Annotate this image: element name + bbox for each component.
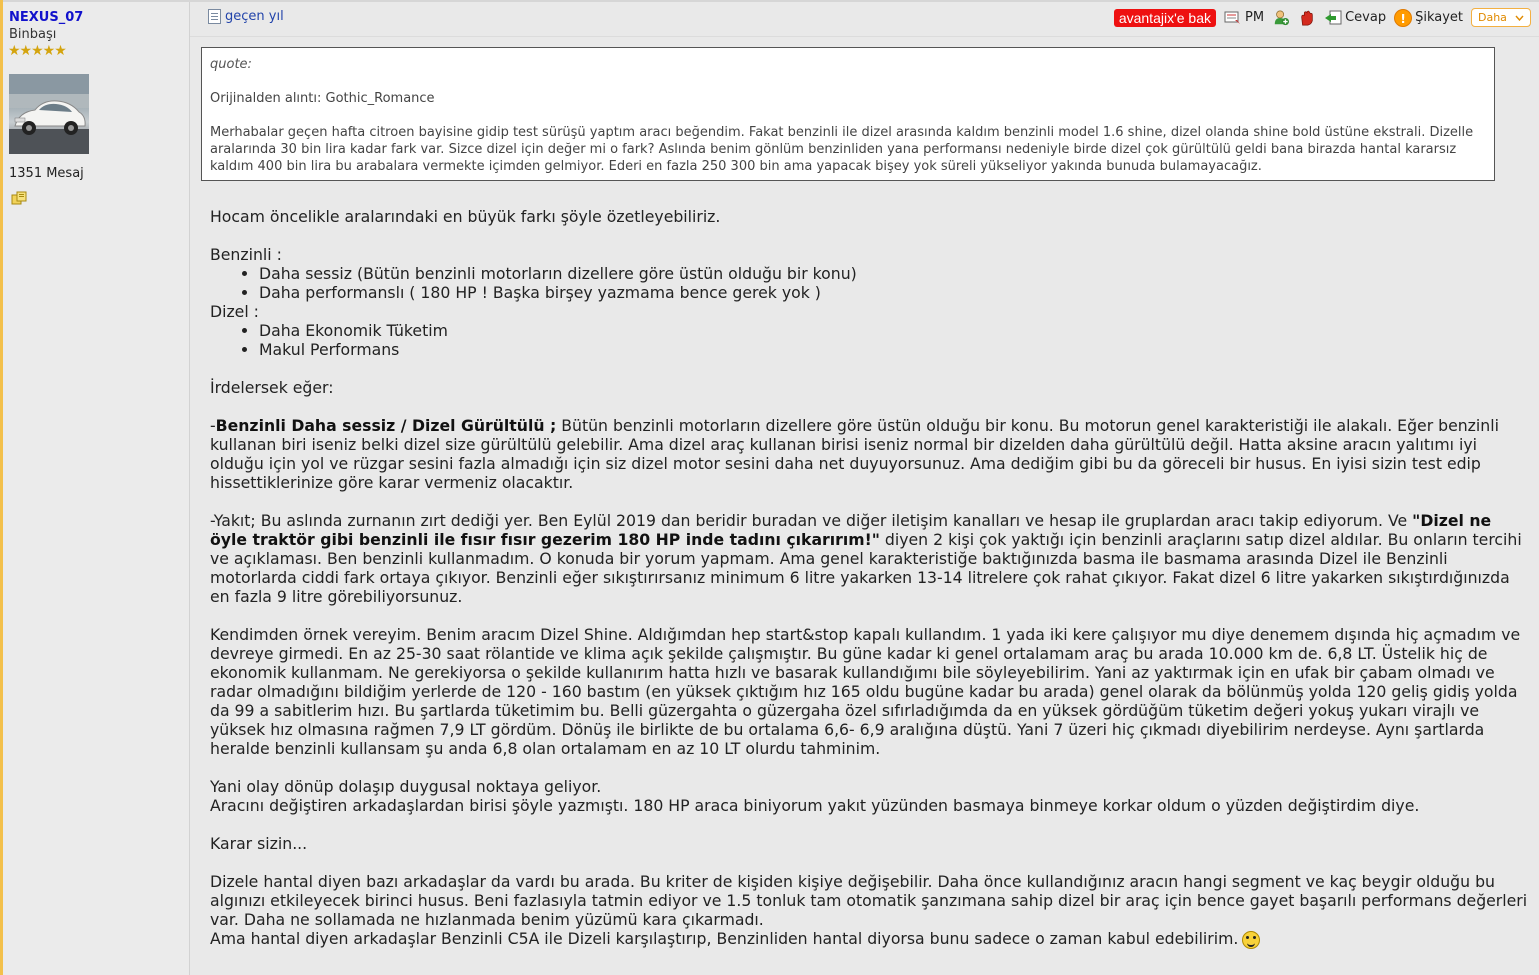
paragraph-bold: "Dizel ne öyle traktör gibi benzinli ile fısır fısır gezerim 180 HP inde tadını çıkarırım!" bbox=[210, 511, 1492, 549]
analysis-heading: İrdelersek eğer: bbox=[210, 378, 334, 397]
smiley-icon bbox=[1242, 931, 1260, 949]
post-date-text[interactable]: geçen yıl bbox=[225, 9, 284, 24]
paragraph-decision: Karar sizin... bbox=[210, 834, 308, 853]
paragraph-quote-friend: Aracını değiştiren arkadaşlardan birisi şöyle yazmıştı. 180 HP araca biniyorum yakıt yüzünden basmaya binmeye korkar oldum o yüzden değiştirdim diye. bbox=[210, 796, 1420, 815]
document-icon bbox=[208, 9, 221, 24]
top-border bbox=[0, 0, 1539, 2]
benzinli-heading: Benzinli : bbox=[210, 245, 282, 264]
rank-badge-icon bbox=[11, 191, 27, 207]
post-body bbox=[210, 207, 1532, 949]
post-toolbar bbox=[190, 4, 1539, 36]
advert-button[interactable]: avantajix'e bak bbox=[1114, 9, 1216, 27]
glove-button[interactable] bbox=[1298, 10, 1316, 26]
dizel-heading: Dizel : bbox=[210, 302, 259, 321]
list-item: • Makul Performans bbox=[259, 340, 1532, 359]
more-dropdown[interactable] bbox=[1471, 8, 1531, 27]
paragraph-text: Bütün benzinli motorların dizellere göre üstün olduğu bir konu. Bu motorun genel karakteristiği ile alakalı. Eğer benzinli kullanan biri iseniz belki dizel size gürültülü gelebilir. Ama dizel araç kullanan birisi iseniz normal bir dizelden daha gürültülü değil. Hatta aksine aracın yalıtımı iyi olduğu için yol ve rüzgar sesini fazla almadığı için siz dizel motor sesini daha net duyuyorsunuz. Ama dediğim gibi bu da göreceli bir husus. En iyisi sizin test edip hissettiklerinize göre karar vermeniz olacaktır. bbox=[210, 416, 1499, 492]
reply-label: Cevap bbox=[1345, 10, 1387, 25]
paragraph-text: -Yakıt; Bu aslında zurnanın zırt dediği yer. Ben Eylül 2019 dan beridir buradan ve diğer iletişim kanalları ve hesap ile gruplardan aracı takip ediyorum. Ve bbox=[210, 511, 1413, 530]
dizel-list bbox=[210, 321, 1532, 359]
pm-button[interactable] bbox=[1224, 10, 1264, 26]
report-label: Şikayet bbox=[1415, 10, 1463, 25]
list-item: • Daha performanslı ( 180 HP ! Başka birşey yazmama bence gerek yok ) bbox=[259, 283, 1532, 302]
chevron-down-icon bbox=[1515, 15, 1524, 21]
paragraph-noise bbox=[210, 416, 1532, 492]
avatar-car-image bbox=[9, 74, 89, 154]
add-friend-icon bbox=[1272, 10, 1290, 26]
post-actions bbox=[1114, 8, 1531, 27]
user-sidebar bbox=[3, 2, 190, 975]
paragraph-fuel bbox=[210, 511, 1532, 606]
paragraph-example: Kendimden örnek vereyim. Benim aracım Dizel Shine. Aldığımdan hep start&stop kapalı kullandım. 1 yada iki kere çalışıyor mu diye denemem dışında hiç açmadım ve devreye girmedi. En az 25-30 saat rölantide ve klima açık şekilde çalışmıştır. Bu güne kadar ki genel ortalamam araç bu arada 10.000 km de. 6,8 LT. Üstelik hiç de ekonomik kullanmam. Ne gerekiyorsa o şekilde kullanırım hatta hızlı ve basarak kullandığımı bile söyleyebilirim. Yani az yaktırmak için en ufak bir çabam olmadı ve radar olmadığını bildiğim yerlerde de 120 - 160 bastım (en yüksek çıktığım hız 165 oldu bugüne kadar bu arada) genel olarak da bölünmüş yolda 120 geliş gidiş yolda da 99 a sabitlerim hızı. Bu şartlarda tüketimim bu. Belli güzergahta o güzergaha özel sıfırladığımda da en yüksek gördüğüm tüketim değeri yokuş yukarı virajlı ve yüksek hız olmasına rağmen 7,9 LT gördüm. Dönüş ile birlikte de bu ortalama 6,6- 6,9 aralığına düştü. Yani 7 üzeri hiç çıkmadı diyebilirim nerdeyse. Aynı şartlarda heralde benzinli kullansam şu anda 6,8 olan ortalamam en az 10 LT olurdu tahminim. bbox=[210, 625, 1521, 758]
glove-icon bbox=[1298, 10, 1316, 26]
toolbar-divider bbox=[190, 36, 1539, 37]
list-item: • Daha Ekonomik Tüketim bbox=[259, 321, 1532, 340]
report-button[interactable] bbox=[1394, 9, 1463, 27]
quote-text: Merhabalar geçen hafta citroen bayisine gidip test sürüşü yaptım aracı beğendim. Fakat benzinli ile dizel arasında kaldım benzinli model 1.6 shine, dizel olanda shine bold üstüne ekstrali. Dizelle aralarında 30 bin lira kadar fark var. Sizce dizel için değer mi o fark? Aslında benim gönlüm benzinliden yana performansı nedeniyle birde dizel çok gürültülü geldi bana birazda hantal kararsız kaldım 400 bin lira bu arabalara vermekte içimden gelmiyor. Ederi en fazla 250 300 bin ama yapacak bişey yok süreli yükseliyor yakında bunuda bulamayacağız. bbox=[210, 125, 1474, 174]
rank-stars: ★★★★★ bbox=[8, 43, 66, 59]
username-link[interactable]: NEXUS_07 bbox=[9, 10, 84, 25]
reply-icon bbox=[1324, 10, 1342, 26]
avatar[interactable] bbox=[9, 74, 89, 154]
message-count: 1351 Mesaj bbox=[9, 166, 84, 181]
paragraph-text: Ama hantal diyen arkadaşlar Benzinli C5A ile Dizeli karşılaştırıp, Benzinliden hantal diyorsa bunu sadece o zaman kabul edebilirim. bbox=[210, 929, 1239, 948]
paragraph-text: diyen 2 kişi çok yaktığı için benzinli araçlarını satıp dizel aldılar. Bu onların tercihi ve açıklaması. Ben benzinli kullanmadım. O konuda bir yorum yapmam. Ama genel karakteristiğe baktığınızda basma ile basmama arasında Dizel ile Benzinli motorlarda ciddi fark ortaya çıkıyor. Benzinli eğer sıkıştırırsanız minimum 6 litre yakarken 13-14 litrelere çok rahat çıkıyor. Fakat dizel 6 litre yakarken sıkıştırdığınızda en fazla 9 litre görebiliyorsunuz. bbox=[210, 530, 1522, 606]
reply-button[interactable] bbox=[1324, 10, 1386, 26]
paragraph-final bbox=[210, 929, 1532, 949]
quote-title: quote: bbox=[210, 57, 252, 72]
warning-icon: ! bbox=[1394, 9, 1412, 27]
user-rank: Binbaşı bbox=[9, 27, 57, 42]
quote-source: Orijinalden alıntı: Gothic_Romance bbox=[210, 91, 435, 106]
pm-label: PM bbox=[1245, 10, 1265, 25]
post-intro: Hocam öncelikle aralarındaki en büyük farkı şöyle özetleyebiliriz. bbox=[210, 207, 721, 226]
paragraph-emotional: Yani olay dönüp dolaşıp duygusal noktaya geliyor. bbox=[210, 777, 602, 796]
post-date bbox=[208, 9, 284, 24]
benzinli-list bbox=[210, 264, 1532, 302]
pm-icon bbox=[1224, 10, 1242, 26]
more-label: Daha bbox=[1478, 11, 1507, 24]
paragraph-sluggish: Dizele hantal diyen bazı arkadaşlar da vardı bu arada. Bu kriter de kişiden kişiye değişebilir. Daha önce kullandığınız aracın hangi segment ve kaç beygir olduğu bu algınızı etkileyecek birinci husus. Beni fazlasıyla tatmin ediyor ve 1.5 tonluk tam otomatik şanzımana sahip dizel bir araç için bence gayet başarılı performans değerleri var. Daha ne sollamada ne hızlanmada benim yüzümü kara çıkarmadı. bbox=[210, 872, 1528, 929]
paragraph-bold: Benzinli Daha sessiz / Dizel Gürültülü ; bbox=[215, 416, 557, 435]
paragraph-prefix: - bbox=[210, 416, 216, 435]
quote-block bbox=[201, 47, 1495, 181]
add-friend-button[interactable] bbox=[1272, 10, 1290, 26]
list-item: • Daha sessiz (Bütün benzinli motorların dizellere göre üstün olduğu bir konu) bbox=[259, 264, 1532, 283]
